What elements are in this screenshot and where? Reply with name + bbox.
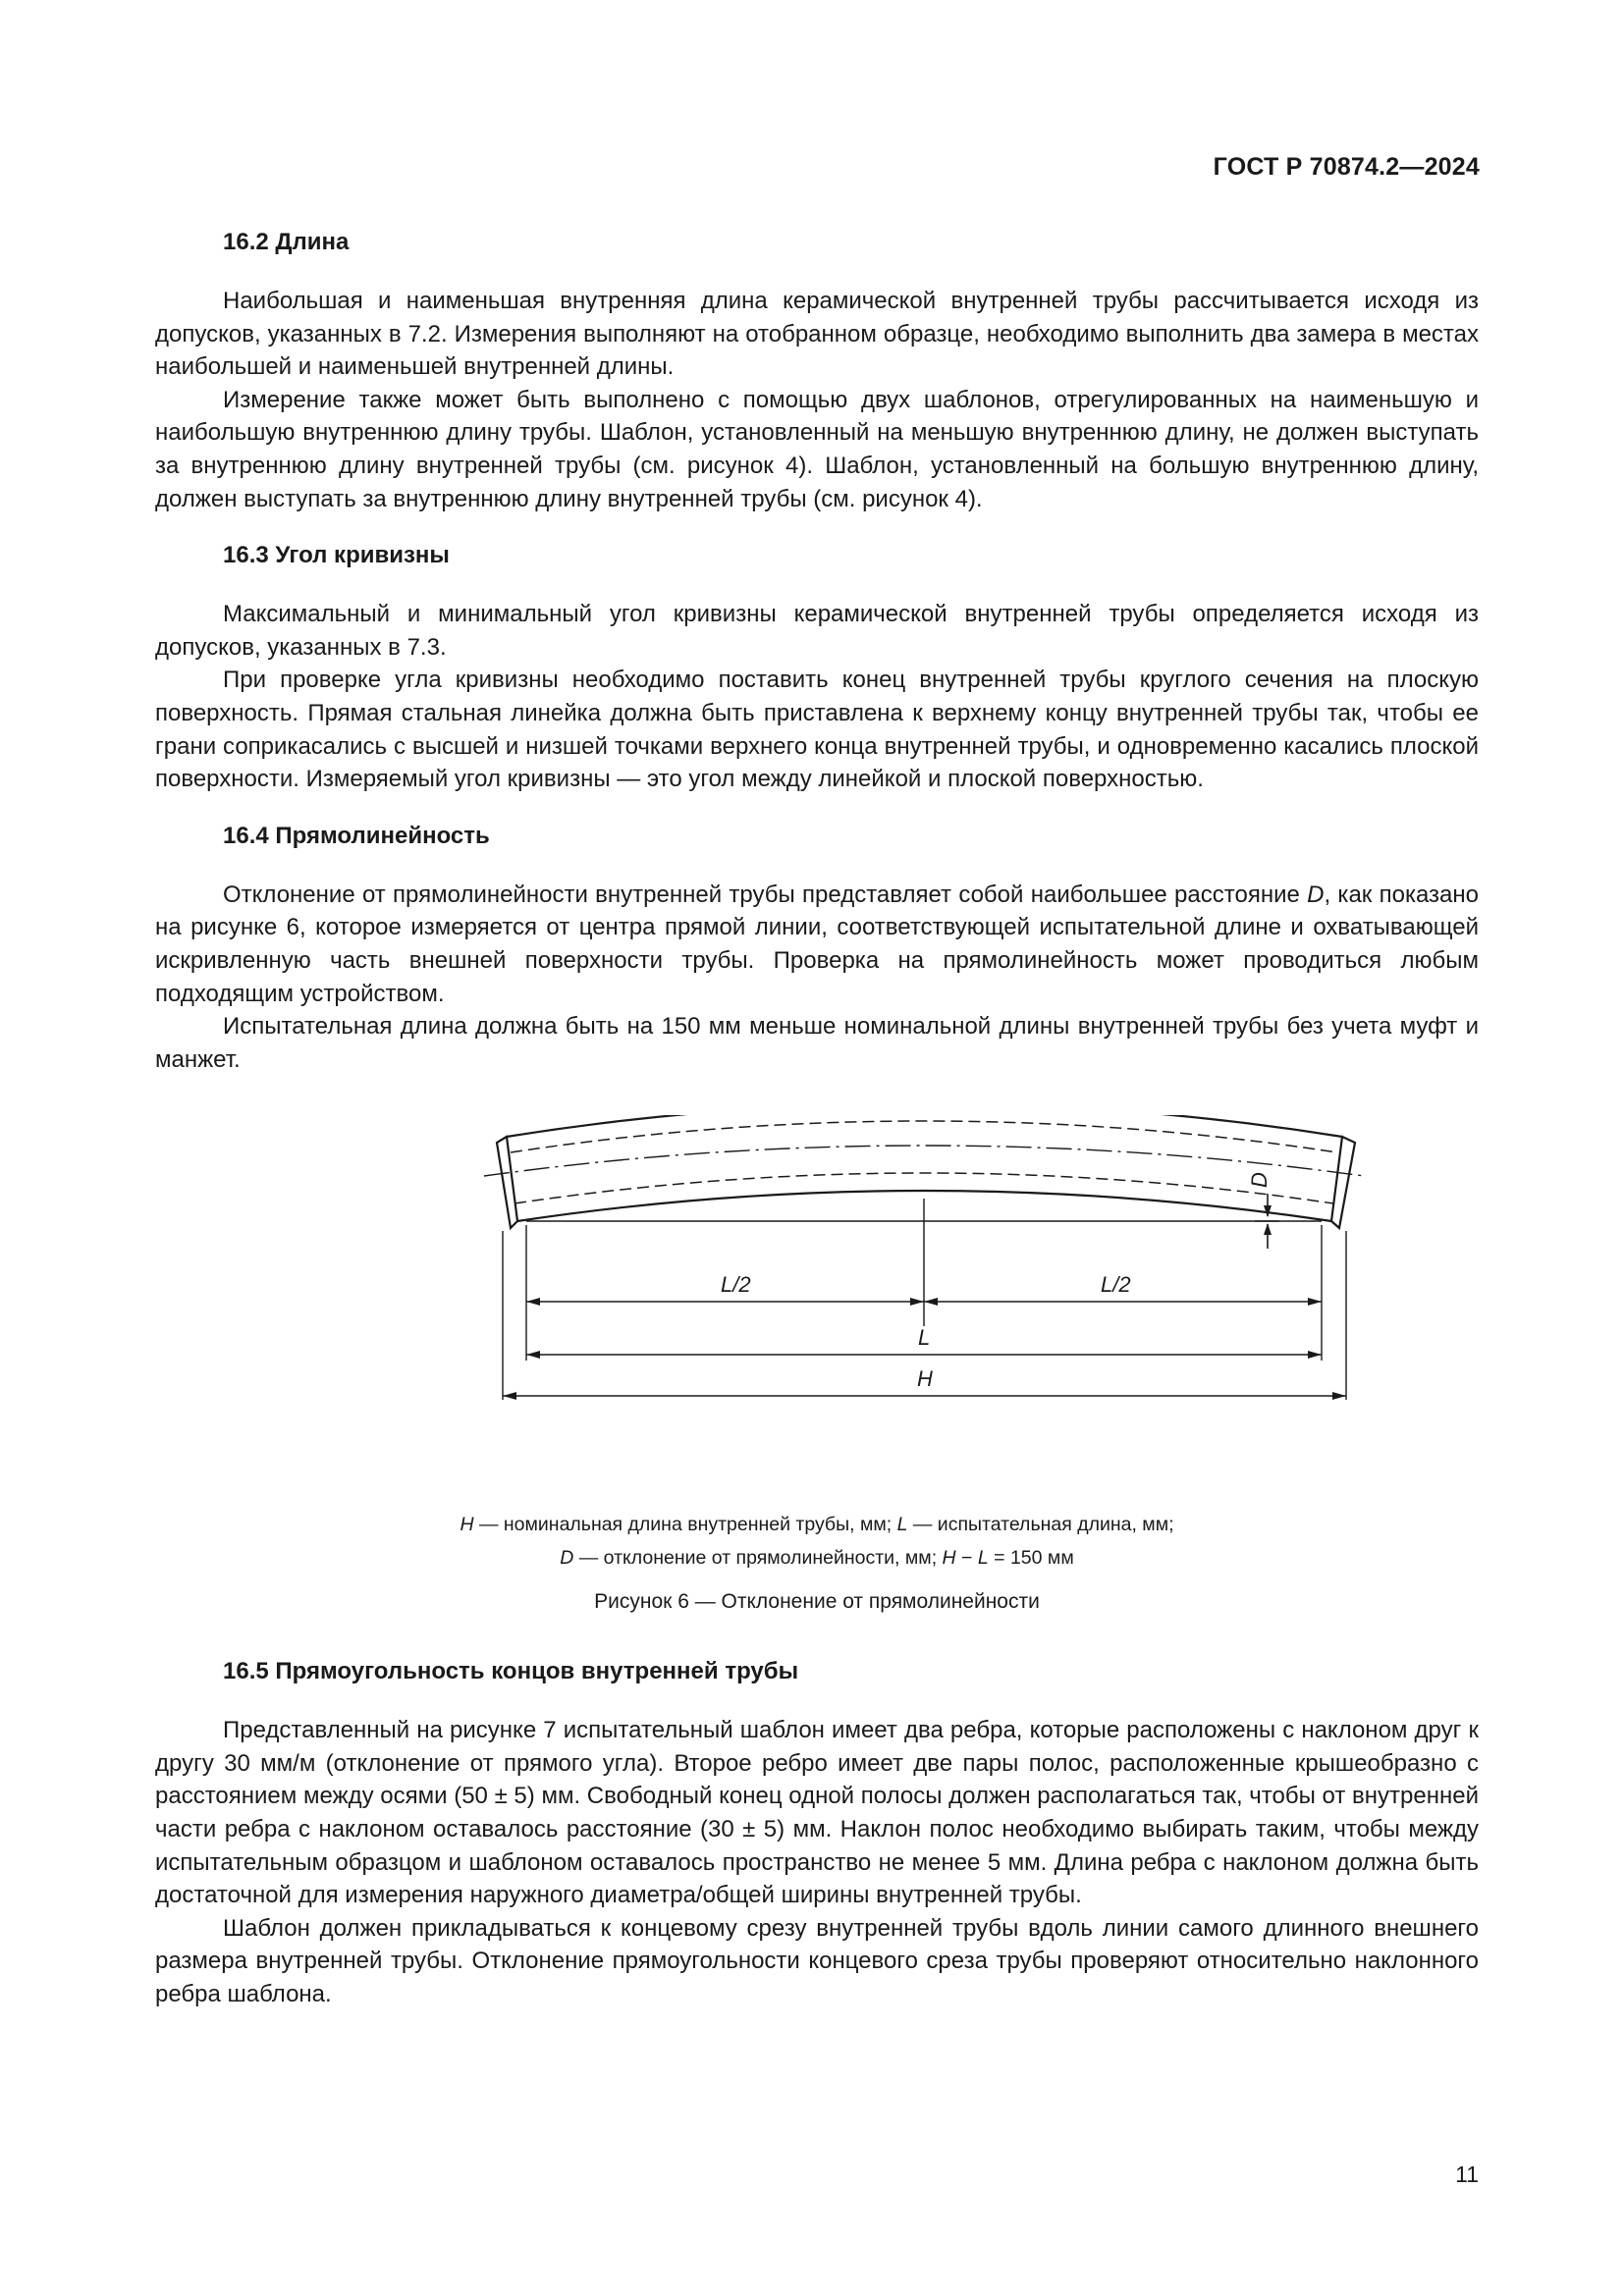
pipe-left-end xyxy=(497,1137,517,1228)
pipe-right-end xyxy=(1331,1137,1355,1228)
section-16-4-paragraph-2: Испытательная длина должна быть на 150 мм меньше номинальной длины внутренней трубы без учета муфт и манжет. xyxy=(155,1013,1479,1073)
pipe-outer-top xyxy=(507,1115,1342,1137)
document-id: ГОСТ Р 70874.2—2024 xyxy=(1213,153,1480,181)
variable-d: D xyxy=(1307,881,1325,908)
page-number: 11 xyxy=(1455,2162,1479,2187)
section-16-5-paragraph-2: Шаблон должен прикладываться к концевому срезу внутренней трубы вдоль линии самого длинного внешнего размера внутренней трубы. Отклонение прямоугольности концевого среза трубы проверяют относительно наклонного ребра шаблона. xyxy=(155,1914,1479,2008)
p1-text-b: , как показано на рисунке 6, которое измеряется от центра прямой линии, соответствующей испытательной длине и охватывающей искривленную часть внешней поверхности трубы. Проверка на прямолинейность может проводиться любым подходящим устройством. xyxy=(155,881,1480,1007)
section-16-4-paragraph-1 xyxy=(155,879,1479,1010)
legend-line-2: D — отклонение от прямолинейности, мм; H − L = 150 мм xyxy=(560,1547,1074,1570)
section-16-5-title: 16.5 Прямоугольность концов внутренней трубы xyxy=(223,1658,799,1685)
figure-caption: Рисунок 6 — Отклонение от прямолинейности xyxy=(594,1590,1040,1614)
legend-line-1: H — номинальная длина внутренней трубы, мм; L — испытательная длина, мм; xyxy=(460,1514,1174,1536)
pipe-inner-top xyxy=(511,1121,1337,1152)
figure-6 xyxy=(155,1115,1479,1508)
figure-legend xyxy=(155,1508,1479,1575)
section-16-4-title: 16.4 Прямолинейность xyxy=(223,822,490,849)
section-16-2-paragraph-2: Измерение также может быть выполнено с помощью двух шаблонов, отрегулированных на наименьшую и наибольшую внутреннюю длину трубы. Шаблон, установленный на меньшую внутреннюю длину, не должен выступать за внутреннюю длину внутренней трубы (см. рисунок 4). Шаблон, установленный на большую внутреннюю длину, должен выступать за внутреннюю длину внутренней трубы (см. рисунок 4). xyxy=(155,386,1479,512)
label-half-left: L/2 xyxy=(721,1272,751,1298)
section-16-2-paragraph-1: Наибольшая и наименьшая внутренняя длина керамической внутренней трубы рассчитывается исходя из допусков, указанных в 7.2. Измерения выполняют на отобранном образце, необходимо выполнить два замера в местах наибольшей и наименьшей внутренней длины. xyxy=(155,288,1479,381)
section-16-3-paragraph-1: Максимальный и минимальный угол кривизны керамической внутренней трубы определяется исходя из допусков, указанных в 7.3. xyxy=(155,601,1479,661)
page-content xyxy=(155,228,1479,2011)
p1-text-a: Отклонение от прямолинейности внутренней трубы представляет собой наибольшее расстояние xyxy=(223,881,1308,908)
section-16-2-title: 16.2 Длина xyxy=(223,229,350,255)
centerline xyxy=(484,1146,1364,1176)
label-deviation: D xyxy=(1247,1172,1272,1189)
straightness-diagram xyxy=(155,1115,1479,1508)
label-nominal-length: H xyxy=(917,1366,933,1392)
label-half-right: L/2 xyxy=(1101,1272,1131,1298)
section-16-5-paragraph-1: Представленный на рисунке 7 испытательный шаблон имеет два ребра, которые расположены с наклоном друг к другу 30 мм/м (отклонение от прямого угла). Второе ребро имеет две пары полос, расположенные крышеобразно с расстоянием между осями (50 ± 5) мм. Свободный конец одной полосы должен располагаться так, чтобы от внутренней части ребра с наклоном оставалось расстояние (30 ± 5) мм. Наклон полос необходимо выбирать таким, чтобы между испытательным образцом и шаблоном оставалось пространство не менее 5 мм. Длина ребра с наклоном должна быть достаточной для измерения наружного диаметра/общей ширины внутренней трубы. xyxy=(155,1717,1479,1909)
label-test-length: L xyxy=(918,1325,931,1351)
section-16-3-paragraph-2: При проверке угла кривизны необходимо поставить конец внутренней трубы круглого сечения на плоскую поверхность. Прямая стальная линейка должна быть приставлена к верхнему концу внутренней трубы так, чтобы ее грани соприкасались с высшей и низшей точками верхнего конца внутренней трубы, и одновременно касались плоской поверхности. Измеряемый угол кривизны — это угол между линейкой и плоской поверхностью. xyxy=(155,667,1479,793)
section-16-3-title: 16.3 Угол кривизны xyxy=(223,542,450,569)
